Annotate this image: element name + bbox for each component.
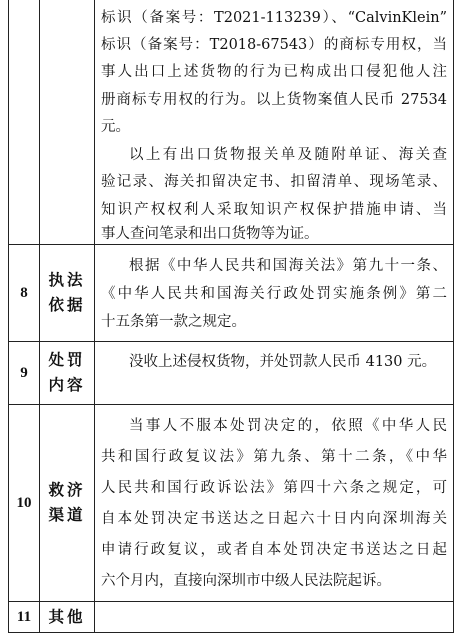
text-line: 验记录、海关扣留决定书、扣留清单、现场笔录、 — [101, 174, 447, 190]
penalty-table — [8, 0, 454, 633]
text-line: 十五条第一款之规定。 — [101, 314, 246, 330]
row-label-line: 渠道 — [48, 506, 86, 524]
row-label-line: 处罚 — [48, 351, 86, 369]
row-label: 其他 — [40, 602, 95, 632]
table-row-10 — [9, 405, 453, 602]
text-line: 当事人不服本处罚决定的，依照《中华人民 — [129, 418, 447, 434]
text-line: 人民共和国行政诉讼法》第四十六条之规定，可 — [101, 480, 447, 496]
text-line: 事人查问笔录和出口货物等为证。 — [101, 226, 319, 242]
text-line: 申请行政复议，或者自本处罚决定书送达之日起 — [101, 542, 447, 558]
row-number-cell — [9, 0, 40, 244]
row-label-line: 依据 — [48, 296, 86, 314]
text-line: 册商标专用权的行为。以上货物案值人民币 27534 — [101, 92, 447, 108]
text-line: 标识（备案号：T2018-67543）的商标专用权，当 — [101, 37, 447, 53]
row-label — [40, 405, 95, 601]
row-label-line: 救济 — [48, 481, 86, 499]
row-number: 9 — [9, 342, 40, 404]
table-row-8 — [9, 245, 453, 342]
text-line: 共和国行政复议法》第九条、第十二条，《中华 — [101, 449, 447, 465]
row-label — [40, 245, 95, 341]
text-line: 知识产权权利人采取知识产权保护措施申请、当 — [101, 202, 447, 218]
table-row-facts — [9, 0, 453, 245]
text-line: 自本处罚决定书送达之日起六十日内向深圳海关 — [101, 511, 447, 527]
row-number: 11 — [9, 602, 40, 632]
row-label — [40, 342, 95, 404]
table-row-9 — [9, 342, 453, 405]
text-line: 元。 — [101, 119, 130, 135]
row-label-line: 内容 — [48, 376, 86, 394]
row-label-cell — [40, 0, 95, 244]
text-line: 标识（备案号：T2021-113239）、“CalvinKlein” — [101, 10, 447, 26]
row-value-cell — [95, 0, 453, 244]
row-number: 10 — [9, 405, 40, 601]
text-line: 根据《中华人民共和国海关法》第九十一条、 — [129, 258, 447, 274]
text-line: 以上有出口货物报关单及随附单证、海关查 — [129, 147, 447, 163]
row-number: 8 — [9, 245, 40, 341]
row-label-line: 执法 — [48, 271, 86, 289]
table-row-11 — [9, 602, 453, 633]
row-value — [95, 602, 453, 632]
text-line: 没收上述侵权货物，并处罚款人民币 4130 元。 — [129, 354, 437, 370]
row-value — [95, 342, 453, 404]
row-value — [95, 405, 453, 601]
text-line: 事人出口上述货物的行为已构成出口侵犯他人注 — [101, 64, 447, 80]
text-line: 《中华人民共和国海关行政处罚实施条例》第二 — [101, 286, 447, 302]
text-line: 六个月内，直接向深圳市中级人民法院起诉。 — [101, 573, 391, 589]
row-value — [95, 245, 453, 341]
